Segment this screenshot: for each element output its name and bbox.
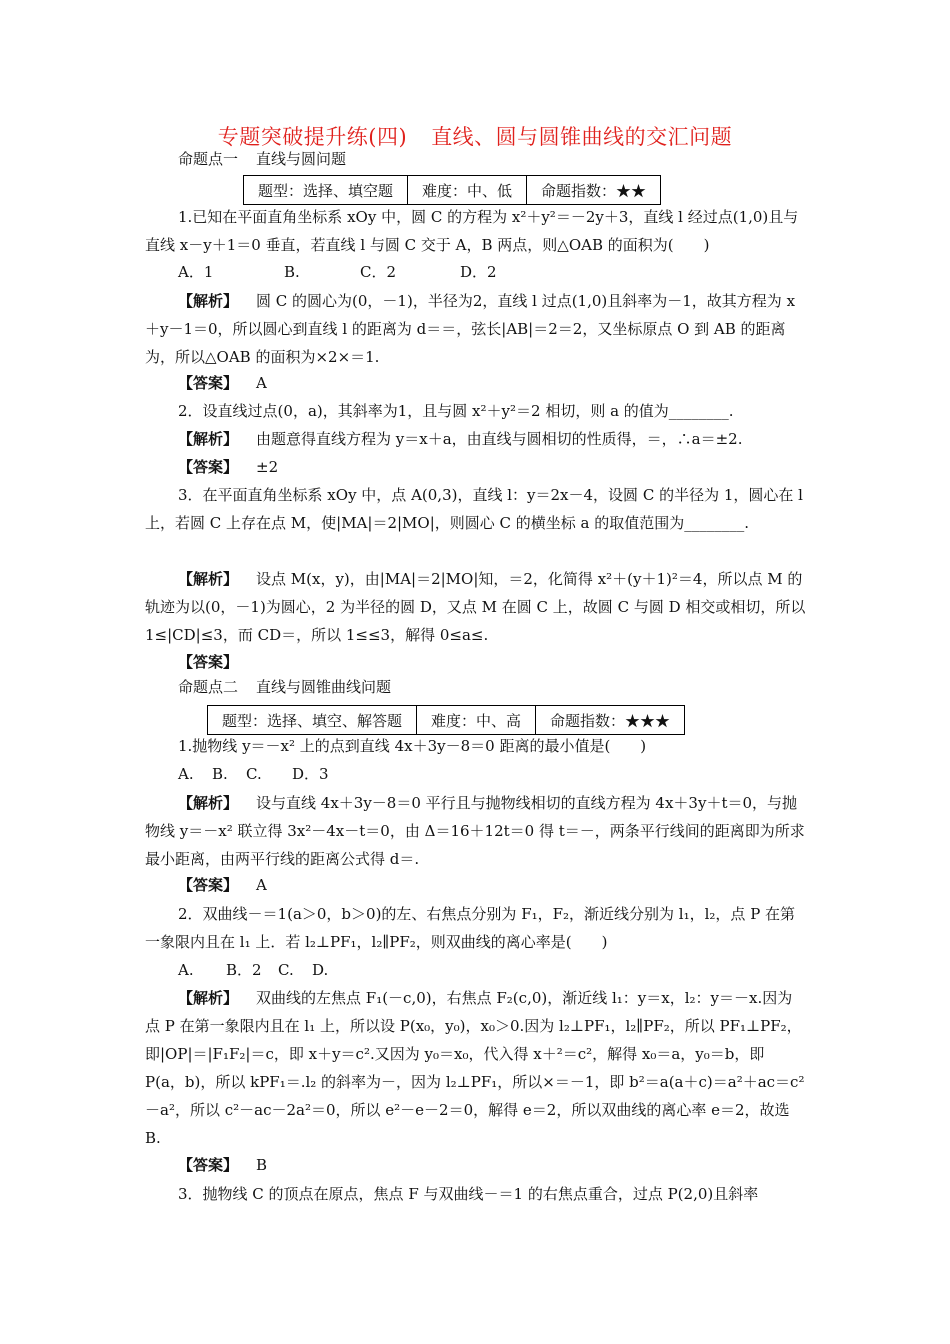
info-index: 命题指数：★★★ [536, 706, 685, 735]
analysis-label: 【解析】 [178, 292, 239, 310]
answer-label: 【答案】 [178, 876, 239, 894]
section-heading-1 [178, 148, 346, 169]
analysis-text: 设点 M(x，y)，由|MA|＝2|MO|知，＝2，化简得 x²＋(y＋1)²＝4，所以点 M 的轨迹为以(0，－1)为圆心，2 为半径的圆 D，又点 M 在圆 C 上，故圆 C 与圆 D 相交或相切，所以 1≤|CD|≤3，而 CD＝，所以 1≤≤3，解得 0≤a≤. [145, 570, 806, 644]
analysis-block [145, 287, 807, 371]
option-a: A. [178, 961, 194, 979]
option-b: B. [284, 263, 300, 281]
section-name: 直线与圆问题 [256, 150, 347, 168]
analysis-text: 双曲线的左焦点 F₁(－c,0)，右焦点 F₂(c,0)，渐近线 l₁：y＝x，l₂：y＝－x.因为点 P 在第一象限内且在 l₁ 上，所以设 P(x₀，y₀)，x₀＞0.因为 l₂⊥PF₁，l₂∥PF₂，所以 PF₁⊥PF₂，即|OP|＝|F₁F₂|＝c，即 x＋y＝c².又因为 y₀＝x₀，代入得 x＋²＝c²，解得 x₀＝a，y₀＝b，即 P(a，b)，所以 kPF₁＝.l₂ 的斜率为－，因为 l₂⊥PF₁，所以×＝－1，即 b²＝a(a＋c)＝a²＋ac＝c²－a²，所以 c²－ac－2a²＝0，所以 e²－e－2＝0，解得 e＝2，所以双曲线的离心率 e＝2，故选 B. [145, 989, 805, 1147]
info-difficulty: 难度：中、低 [408, 176, 527, 205]
question-1-2: 2．设直线过点(0，a)，其斜率为1，且与圆 x²＋y²＝2 相切，则 a 的值为________. [178, 402, 734, 420]
analysis-text: 设与直线 4x＋3y－8＝0 平行且与抛物线相切的直线方程为 4x＋3y＋t＝0，与抛物线 y＝－x² 联立得 3x²－4x－t＝0，由 Δ＝16＋12t＝0 得 t＝－，两条平行线间的距离即为所求最小距离，由两平行线的距离公式得 d＝. [145, 794, 805, 868]
answer-text: A [256, 374, 267, 392]
answer-text: A [256, 876, 267, 894]
option-d: D．2 [460, 263, 497, 281]
analysis-label: 【解析】 [178, 430, 239, 448]
option-c: C. [278, 961, 294, 979]
title-main: 专题突破提升练(四) [217, 125, 408, 149]
info-type: 题型：选择、填空题 [244, 176, 408, 205]
answer-block [178, 453, 840, 481]
analysis-block [145, 984, 807, 1152]
analysis-label: 【解析】 [178, 794, 239, 812]
section-heading-2 [178, 676, 391, 697]
section-info-table-1 [243, 175, 661, 205]
section-label: 命题点一 [178, 150, 239, 168]
option-d: D．3 [292, 765, 329, 783]
option-b: B. [212, 765, 228, 783]
option-a: A. [178, 765, 194, 783]
answer-label: 【答案】 [178, 458, 239, 476]
question-options [178, 258, 840, 286]
title-sub: 直线、圆与圆锥曲线的交汇问题 [431, 125, 733, 149]
question-1-3: 3．在平面直角坐标系 xOy 中，点 A(0,3)，直线 l：y＝2x－4，设圆 C 的半径为 1，圆心在 l 上，若圆 C 上存在点 M，使|MA|＝2|MO|，则圆心 C 的横坐标 a 的取值范围为________. [145, 486, 803, 532]
analysis-text: 由题意得直线方程为 y＝x＋a，由直线与圆相切的性质得，＝，∴a＝±2. [256, 430, 743, 448]
answer-label: 【答案】 [178, 374, 239, 392]
answer-block [178, 1151, 840, 1179]
answer-text: B [256, 1156, 268, 1174]
answer-text: ±2 [256, 458, 279, 476]
answer-block [178, 369, 840, 397]
section-label: 命题点二 [178, 678, 239, 696]
analysis-block [145, 565, 807, 649]
info-difficulty: 难度：中、高 [417, 706, 536, 735]
page-title [0, 121, 950, 151]
section-name: 直线与圆锥曲线问题 [256, 678, 392, 696]
option-b: B．2 [226, 961, 262, 979]
answer-block [178, 648, 840, 676]
section-info-table-2 [207, 705, 685, 735]
answer-block [178, 871, 840, 899]
answer-label: 【答案】 [178, 653, 239, 671]
analysis-text: 圆 C 的圆心为(0，－1)，半径为2，直线 l 过点(1,0)且斜率为－1，故其方程为 x＋y－1＝0，所以圆心到直线 l 的距离为 d＝＝，弦长|AB|＝2＝2，又坐标原点 O 到 AB 的距离为，所以△OAB 的面积为×2×＝1. [145, 292, 796, 366]
question-options [178, 956, 840, 984]
info-index: 命题指数：★★ [527, 176, 661, 205]
answer-label: 【答案】 [178, 1156, 239, 1174]
question-2-3: 3．抛物线 C 的顶点在原点，焦点 F 与双曲线－＝1 的右焦点重合，过点 P(2,0)且斜率 [178, 1185, 759, 1203]
info-type: 题型：选择、填空、解答题 [208, 706, 417, 735]
question-1-1: 1.已知在平面直角坐标系 xOy 中，圆 C 的方程为 x²＋y²＝－2y＋3，直线 l 经过点(1,0)且与直线 x－y＋1＝0 垂直，若直线 l 与圆 C 交于 A，B 两点，则△OAB 的面积为( ) [145, 208, 799, 254]
analysis-label: 【解析】 [178, 989, 239, 1007]
question-2-1: 1.抛物线 y＝－x² 上的点到直线 4x＋3y－8＝0 距离的最小值是( ) [178, 737, 647, 755]
analysis-block [178, 425, 840, 453]
option-c: C．2 [360, 263, 397, 281]
question-2-2: 2．双曲线－＝1(a＞0，b＞0)的左、右焦点分别为 F₁，F₂，渐近线分别为 l₁，l₂，点 P 在第一象限内且在 l₁ 上．若 l₂⊥PF₁，l₂∥PF₂，则双曲线的离心率是( ) [145, 905, 796, 951]
option-d: D. [312, 961, 329, 979]
analysis-label: 【解析】 [178, 570, 239, 588]
option-c: C. [246, 765, 262, 783]
analysis-block [145, 789, 807, 873]
question-options [178, 760, 840, 788]
option-a: A．1 [178, 263, 214, 281]
